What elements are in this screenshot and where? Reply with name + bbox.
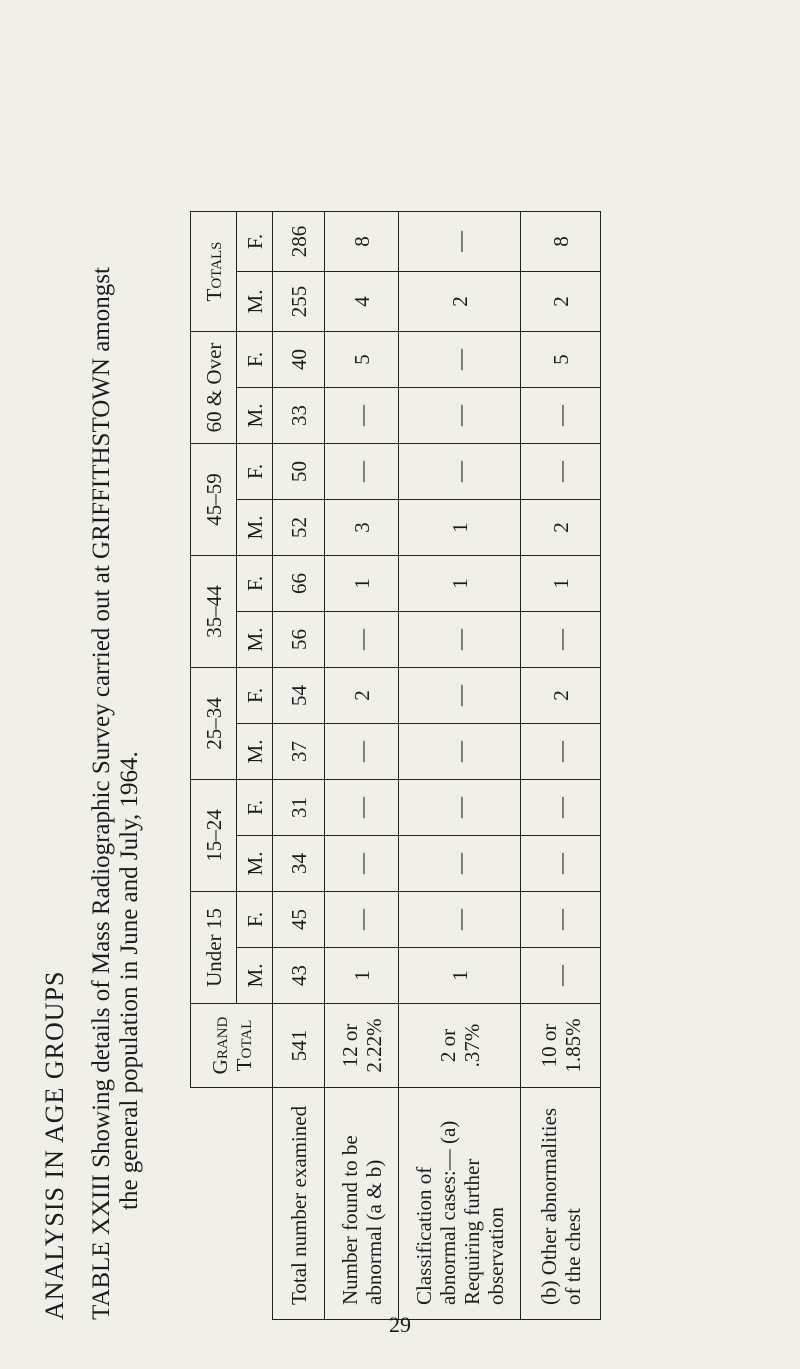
value-cell: — — [521, 780, 601, 836]
sex-header-female: F. — [237, 668, 273, 724]
value-cell: — — [399, 780, 521, 836]
table-caption — [88, 30, 144, 1320]
value-cell: — — [521, 948, 601, 1004]
sex-header-female: F. — [237, 444, 273, 500]
value-cell: — — [399, 836, 521, 892]
value-cell: 2 — [521, 272, 601, 332]
sex-header-male: M. — [237, 948, 273, 1004]
grand-total-cell: 12 or 2.22% — [325, 1004, 399, 1088]
rotated-page — [30, 10, 730, 1320]
value-cell: — — [325, 612, 399, 668]
value-cell: — — [399, 212, 521, 272]
value-cell: 3 — [325, 500, 399, 556]
value-cell: — — [325, 836, 399, 892]
value-cell: 2 — [521, 500, 601, 556]
value-cell: — — [521, 444, 601, 500]
value-cell: 2 — [325, 668, 399, 724]
grand-total-cell: 10 or 1.85% — [521, 1004, 601, 1088]
value-cell: — — [399, 612, 521, 668]
page-heading: ANALYSIS IN AGE GROUPS — [40, 970, 69, 1320]
sex-header-male: M. — [237, 612, 273, 668]
value-cell: 8 — [325, 212, 399, 272]
grand-total-header: Grand Total — [191, 1004, 273, 1088]
value-cell: — — [325, 780, 399, 836]
value-cell: — — [399, 668, 521, 724]
table-row — [325, 212, 399, 1320]
value-cell: 5 — [325, 332, 399, 388]
value-cell: 2 — [521, 668, 601, 724]
value-cell: 1 — [399, 500, 521, 556]
value-cell: 45 — [273, 892, 325, 948]
row-label: Classification of abnormal cases:— (a) Requiring further observation — [399, 1088, 521, 1320]
sex-header-female: F. — [237, 212, 273, 272]
group-header-60-over: 60 & Over — [191, 332, 237, 444]
value-cell: — — [521, 724, 601, 780]
value-cell: — — [325, 444, 399, 500]
value-cell: — — [521, 836, 601, 892]
caption-line-1: TABLE XXIII Showing details of Mass Radiographic Survey carried out at GRIFFITHSTOWN amongst — [88, 267, 115, 1320]
value-cell: 1 — [399, 948, 521, 1004]
value-cell: — — [325, 724, 399, 780]
group-header-under-15: Under 15 — [191, 892, 237, 1004]
value-cell: 37 — [273, 724, 325, 780]
value-cell: 66 — [273, 556, 325, 612]
table-row — [399, 212, 521, 1320]
table-row — [521, 212, 601, 1320]
value-cell: 31 — [273, 780, 325, 836]
group-header-15-24: 15–24 — [191, 780, 237, 892]
grand-total-cell: 541 — [273, 1004, 325, 1088]
age-group-table — [190, 211, 601, 1320]
sex-header-male: M. — [237, 388, 273, 444]
sex-header-female: F. — [237, 332, 273, 388]
value-cell: 33 — [273, 388, 325, 444]
group-header-25-34: 25–34 — [191, 668, 237, 780]
sex-header-male: M. — [237, 836, 273, 892]
value-cell: — — [399, 332, 521, 388]
value-cell: 56 — [273, 612, 325, 668]
sex-header-male: M. — [237, 500, 273, 556]
value-cell: 50 — [273, 444, 325, 500]
value-cell: 2 — [399, 272, 521, 332]
caption-line-2: the general population in June and July, 1964. — [116, 751, 143, 1210]
value-cell: 1 — [325, 948, 399, 1004]
value-cell: 1 — [399, 556, 521, 612]
value-cell: — — [399, 724, 521, 780]
sex-header-female: F. — [237, 780, 273, 836]
sex-header-male: M. — [237, 272, 273, 332]
value-cell: — — [521, 612, 601, 668]
group-header-35-44: 35–44 — [191, 556, 237, 668]
value-cell: 286 — [273, 212, 325, 272]
sex-header-female: F. — [237, 892, 273, 948]
row-label: Total number examined — [273, 1088, 325, 1320]
value-cell: 1 — [325, 556, 399, 612]
value-cell: — — [325, 892, 399, 948]
value-cell: 8 — [521, 212, 601, 272]
value-cell: — — [325, 388, 399, 444]
group-header-45-59: 45–59 — [191, 444, 237, 556]
row-label: (b) Other abnormalities of the chest — [521, 1088, 601, 1320]
value-cell: 34 — [273, 836, 325, 892]
group-header-totals: Totals — [191, 212, 237, 332]
value-cell: 255 — [273, 272, 325, 332]
value-cell: 1 — [521, 556, 601, 612]
page-number: 29 — [389, 1312, 411, 1337]
value-cell: 40 — [273, 332, 325, 388]
value-cell: — — [521, 388, 601, 444]
table-row — [273, 212, 325, 1320]
value-cell: 4 — [325, 272, 399, 332]
value-cell: — — [399, 388, 521, 444]
value-cell: 54 — [273, 668, 325, 724]
value-cell: — — [399, 444, 521, 500]
row-label: Number found to be abnormal (a & b) — [325, 1088, 399, 1320]
grand-total-cell: 2 or .37% — [399, 1004, 521, 1088]
sex-header-female: F. — [237, 556, 273, 612]
value-cell: — — [399, 892, 521, 948]
value-cell: 52 — [273, 500, 325, 556]
corner-cell — [191, 1088, 273, 1320]
value-cell: 43 — [273, 948, 325, 1004]
value-cell: 5 — [521, 332, 601, 388]
value-cell: — — [521, 892, 601, 948]
sex-header-male: M. — [237, 724, 273, 780]
